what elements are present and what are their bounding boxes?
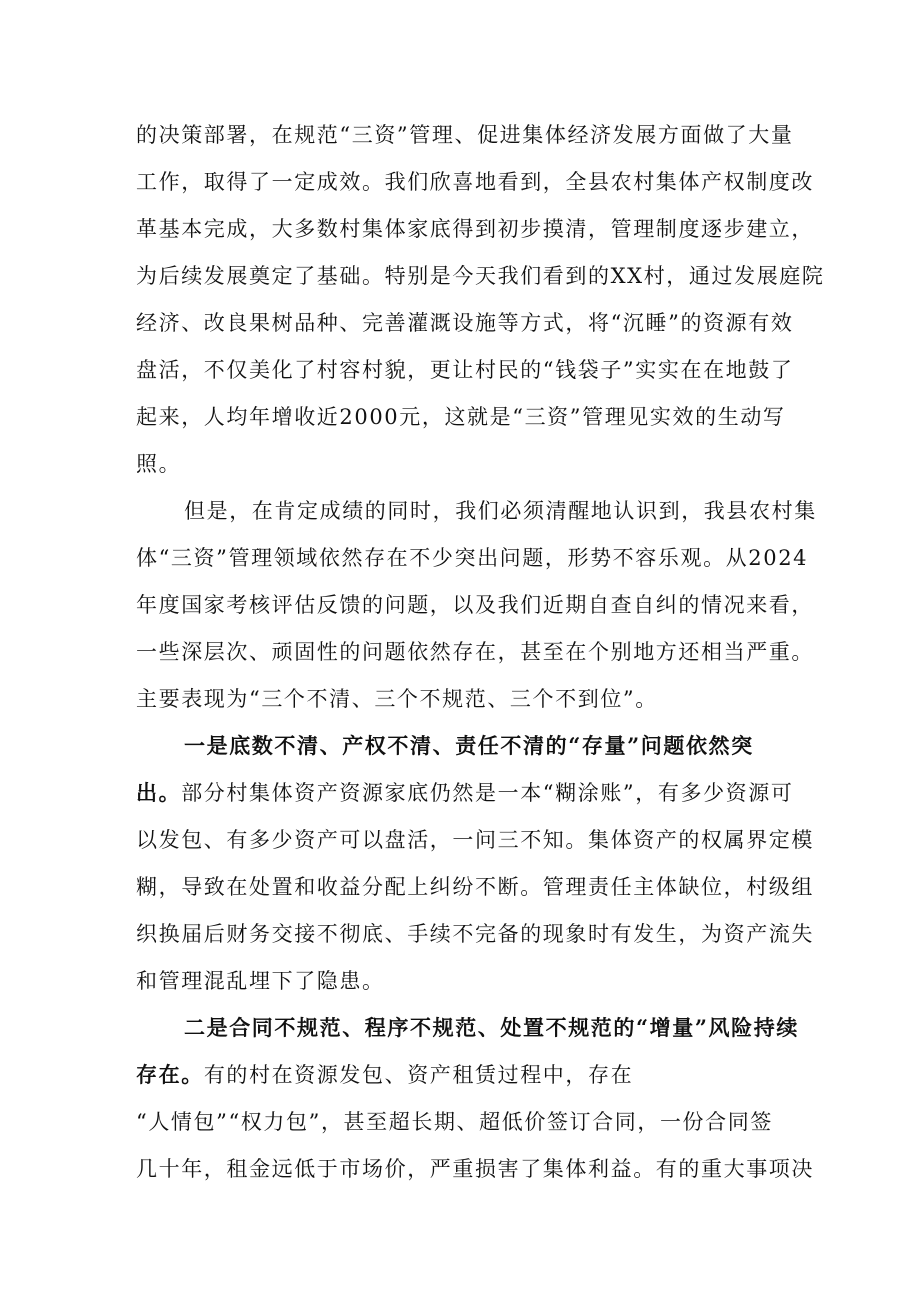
paragraph-line: 主要表现为“三个不清、三个不规范、三个不到位”。	[136, 687, 658, 711]
paragraph-line: 体“三资”管理领域依然存在不少突出问题，形势不容乐观。从2024	[136, 546, 809, 570]
section-heading: 一是底数不清、产权不清、责任不清的“存量”问题依然突	[184, 733, 754, 758]
paragraph-line: 经济、改良果树品种、完善灌溉设施等方式，将“沉睡”的资源有效	[136, 311, 794, 335]
paragraph-line: 织换届后财务交接不彻底、手续不完备的现象时有发生，为资产流失	[136, 922, 814, 946]
section-heading-end: 存在。	[136, 1062, 204, 1087]
paragraph-line: 一些深层次、顽固性的问题依然存在，甚至在个别地方还相当严重。	[136, 640, 814, 664]
paragraph-line: 年度国家考核评估反馈的问题，以及我们近期自查自纠的情况来看，	[136, 593, 814, 617]
paragraph-line: “人情包”“权力包”，甚至超长期、超低价签订合同，一份合同签	[136, 1110, 773, 1134]
paragraph-line: 的决策部署，在规范“三资”管理、促进集体经济发展方面做了大量	[136, 123, 794, 147]
paragraph-line: 和管理混乱埋下了隐患。	[136, 969, 385, 993]
paragraph-line: 糊，导致在处置和收益分配上纠纷不断。管理责任主体缺位，村级组	[136, 875, 814, 899]
paragraph-line: 盘活，不仅美化了村容村貌，更让村民的“钱袋子”实实在在地鼓了	[136, 358, 794, 382]
paragraph-line: 但是，在肯定成绩的同时，我们必须清醒地认识到，我县农村集	[184, 499, 817, 523]
paragraph-line: 工作，取得了一定成效。我们欣喜地看到，全县农村集体产权制度改	[136, 170, 814, 194]
section-heading: 二是合同不规范、程序不规范、处置不规范的“增量”风险持续	[184, 1015, 799, 1040]
paragraph-line: 革基本完成，大多数村集体家底得到初步摸清，管理制度逐步建立，	[136, 217, 814, 241]
paragraph-line: 以发包、有多少资产可以盘活，一问三不知。集体资产的权属界定模	[136, 828, 814, 852]
section-heading-end: 出。	[136, 780, 182, 805]
paragraph-line: 起来，人均年增收近2000元，这就是“三资”管理见实效的生动写	[136, 405, 786, 429]
paragraph-line: 照。	[136, 452, 182, 476]
paragraph-line	[136, 776, 796, 810]
paragraph-line: 为后续发展奠定了基础。特别是今天我们看到的XX村，通过发展庭院	[136, 264, 825, 288]
paragraph-line: 几十年，租金远低于市场价，严重损害了集体利益。有的重大事项决	[136, 1157, 814, 1181]
section-body-text: 有的村在资源发包、资产租赁过程中，存在	[203, 1063, 634, 1087]
section-body-text: 部分村集体资产资源家底仍然是一本“糊涂账”，有多少资源可	[181, 781, 794, 805]
paragraph-line	[136, 1058, 796, 1092]
